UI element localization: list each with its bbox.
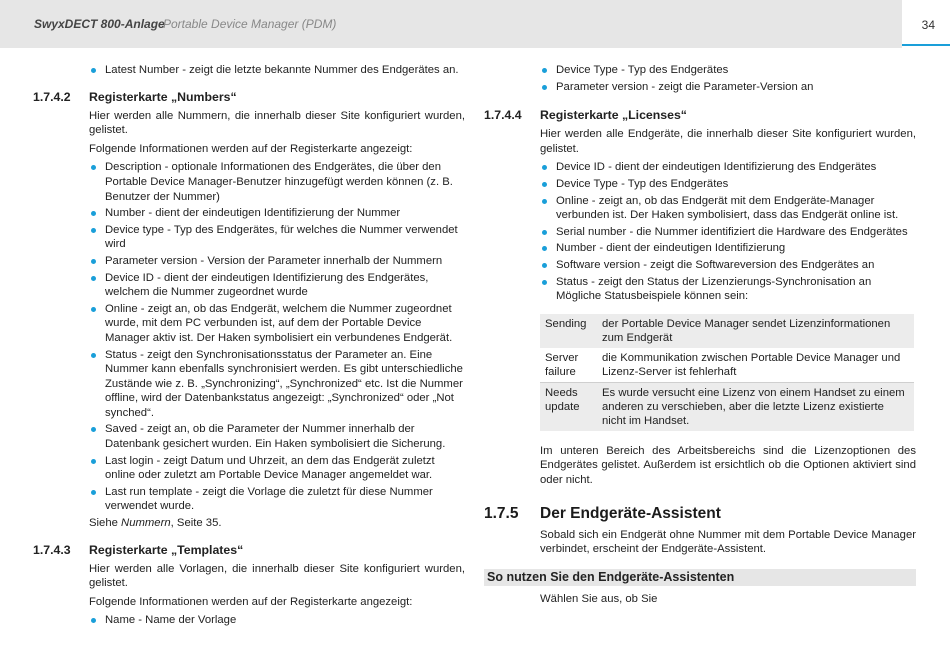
licenses-intro: Hier werden alle Endgeräte, die innerhalb dieser Site konfiguriert wurden, gelistet. xyxy=(540,128,916,155)
section-heading-numbers xyxy=(33,89,465,105)
section-title: Registerkarte „Licenses“ xyxy=(540,108,687,123)
usage-heading: So nutzen Sie den Endgeräte-Assistenten xyxy=(484,569,916,586)
page-number-box xyxy=(902,0,950,48)
see-reference xyxy=(89,516,465,531)
numbers-lead: Folgende Informationen werden auf der Registerkarte angezeigt: xyxy=(89,142,413,155)
section-number: 1.7.4.4 xyxy=(484,108,522,123)
list-item: Number - dient der eindeutigen Identifizierung xyxy=(540,241,916,256)
list-item: Name - Name der Vorlage xyxy=(89,613,465,628)
list-item: Latest Number - zeigt die letzte bekannte Nummer des Endgerätes an. xyxy=(89,63,465,78)
list-item: Number - dient der eindeutigen Identifizierung der Nummer xyxy=(89,206,465,221)
page-number-underline xyxy=(902,44,950,46)
section-title: Registerkarte „Numbers“ xyxy=(89,89,237,104)
templates-intro: Hier werden alle Vorlagen, die innerhalb dieser Site konfiguriert wurden, gelistet. xyxy=(89,562,465,590)
section-heading-assistant xyxy=(484,504,916,524)
document-title: SwyxDECT 800-Anlage xyxy=(34,17,165,31)
list-item: Online - zeigt an, ob das Endgerät mit dem Endgeräte-Manager verbunden ist. Der Haken symbolisiert, dass das Endgerät online ist. xyxy=(540,194,916,223)
right-top-bullets xyxy=(540,63,916,94)
status-key: Server failure xyxy=(540,348,597,383)
right-column xyxy=(484,63,916,610)
list-item: Parameter version - zeigt die Parameter-Version an xyxy=(540,80,916,95)
table-row xyxy=(540,382,914,431)
status-value: der Portable Device Manager sendet Lizenzinformationen zum Endgerät xyxy=(597,314,914,348)
see-prefix: Siehe xyxy=(89,517,122,530)
left-column xyxy=(33,63,465,630)
page-header xyxy=(0,0,950,48)
list-item: Device type - Typ des Endgerätes, für welches die Nummer verwendet wird xyxy=(89,223,465,252)
usage-lead: Wählen Sie aus, ob Sie xyxy=(540,592,658,605)
licenses-bullets xyxy=(540,160,916,303)
list-item: Last login - zeigt Datum und Uhrzeit, an dem das Endgerät zuletzt online oder zuletzt am Portable Device Manager angemeldet war. xyxy=(89,454,465,483)
section-heading-templates xyxy=(33,542,465,558)
status-value: Es wurde versucht eine Lizenz von einem Handset zu einem anderen zu verschieben, aber die letzte Lizenz existierte nicht im Handset. xyxy=(597,382,914,431)
list-item: Saved - zeigt an, ob die Parameter der Nummer innerhalb der Datenbank gesichert wurden. Ein Haken symbolisiert die Sicherung. xyxy=(89,422,465,451)
left-top-bullets xyxy=(89,63,465,78)
list-item: Online - zeigt an, ob das Endgerät, welchem die Nummer zugeordnet wurde, mit dem PC verbunden ist, auf dem der Portable Device Manager aktiv ist. Der Haken symbolisiert ein verbundenes Endgerät. xyxy=(89,302,465,346)
section-number: 1.7.4.3 xyxy=(33,542,71,557)
list-item: Parameter version - Version der Parameter innerhalb der Nummern xyxy=(89,254,465,269)
list-item: Status - zeigt den Synchronisationsstatus der Parameter an. Eine Nummer kann ebenfalls synchronisiert werden. Es gibt unterschiedliche Zustände wie z. B. „Synchronizing“, „Synchronized“ etc. Ist die Nummer offline, wird der Datenbankstatus angezeigt: „Synchronized“ oder „Not synched“. xyxy=(89,348,465,421)
section-heading-licenses xyxy=(484,107,916,123)
see-link[interactable]: Nummern xyxy=(121,517,171,530)
list-item: Device Type - Typ des Endgerätes xyxy=(540,177,916,192)
list-item: Device Type - Typ des Endgerätes xyxy=(540,63,916,78)
numbers-bullets xyxy=(89,160,465,514)
table-row xyxy=(540,314,914,348)
section-number: 1.7.4.2 xyxy=(33,89,71,104)
status-value: die Kommunikation zwischen Portable Device Manager und Lizenz-Server ist fehlerhaft xyxy=(597,348,914,383)
assistant-intro: Sobald sich ein Endgerät ohne Nummer mit dem Portable Device Manager verbindet, erscheint der Endgeräte-Assistent. xyxy=(540,528,916,556)
licenses-footer: Im unteren Bereich des Arbeitsbereichs sind die Lizenzoptionen des Endgerätes gelistet. Außerdem ist ersichtlich ob die Optionen aktiviert sind oder nicht. xyxy=(540,444,916,486)
document-subtitle: Portable Device Manager (PDM) xyxy=(163,17,337,31)
status-key: Needs update xyxy=(540,382,597,431)
list-item: Device ID - dient der eindeutigen Identifizierung des Endgerätes xyxy=(540,160,916,175)
list-item: Software version - zeigt die Softwareversion des Endgerätes an xyxy=(540,258,916,273)
section-title: Registerkarte „Templates“ xyxy=(89,542,244,557)
section-title: Der Endgeräte-Assistent xyxy=(540,504,721,522)
see-suffix: , Seite 35. xyxy=(170,517,222,530)
list-item: Last run template - zeigt die Vorlage die zuletzt für diese Nummer verwendet wurde. xyxy=(89,485,465,514)
page-number: 34 xyxy=(921,18,935,32)
numbers-intro: Hier werden alle Nummern, die innerhalb dieser Site konfiguriert wurden, gelistet. xyxy=(89,109,465,137)
list-item: Status - zeigt den Status der Lizenzierungs-Synchronisation an Mögliche Statusbeispiele können sein: xyxy=(540,275,916,304)
status-table xyxy=(540,314,914,431)
templates-bullets xyxy=(89,613,465,628)
section-number: 1.7.5 xyxy=(484,504,519,522)
templates-lead: Folgende Informationen werden auf der Registerkarte angezeigt: xyxy=(89,595,413,608)
status-key: Sending xyxy=(540,314,597,348)
list-item: Serial number - die Nummer identifiziert die Hardware des Endgerätes xyxy=(540,225,916,240)
list-item: Description - optionale Informationen des Endgerätes, die über den Portable Device Manager-Benutzer hinzugefügt werden können (z. B. Benutzer der Nummer) xyxy=(89,160,465,204)
list-item: Device ID - dient der eindeutigen Identifizierung des Endgerätes, welchem die Nummer zugeordnet wurde xyxy=(89,271,465,300)
table-row xyxy=(540,348,914,383)
